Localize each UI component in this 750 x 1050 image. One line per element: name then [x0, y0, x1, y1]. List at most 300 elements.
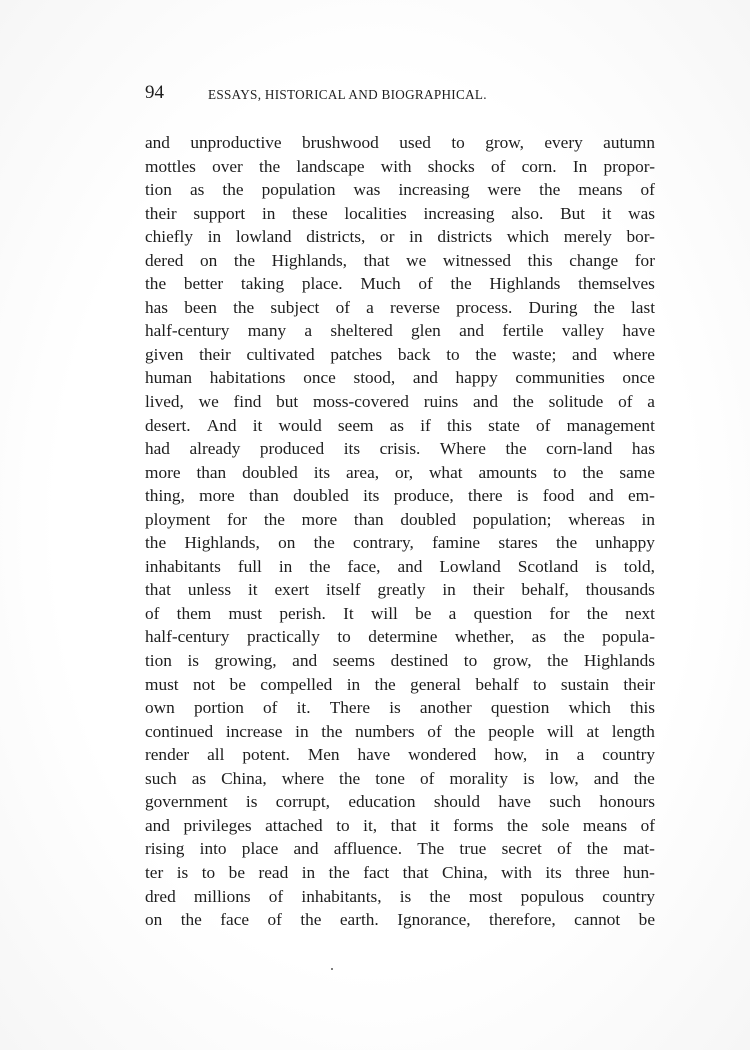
word: that: [145, 580, 171, 600]
word: all: [207, 745, 225, 765]
word: half-century: [145, 627, 230, 647]
word: find: [233, 392, 262, 412]
word: greatly: [377, 580, 426, 600]
word: corrupt,: [275, 792, 330, 812]
word: these: [292, 203, 328, 223]
word: where: [281, 768, 325, 788]
word: millions: [193, 886, 251, 906]
word: in: [301, 862, 316, 882]
word: propor-: [603, 156, 655, 176]
word: the: [259, 156, 281, 176]
word: Highlands: [583, 651, 655, 671]
word: would: [278, 415, 322, 435]
word: we: [406, 250, 427, 270]
word: country: [602, 745, 655, 765]
word: is: [187, 651, 200, 671]
word: but: [276, 392, 299, 412]
word: for: [549, 603, 570, 623]
text-line: [145, 743, 655, 767]
text-line: [145, 720, 655, 744]
word: most: [468, 886, 503, 906]
word: more: [301, 509, 338, 529]
word: and: [293, 839, 319, 859]
word: for: [226, 509, 248, 529]
word: the: [586, 839, 608, 859]
word: increasing: [423, 203, 495, 223]
word: secret: [501, 839, 542, 859]
word: sole: [541, 815, 570, 835]
word: exert: [274, 580, 310, 600]
text-line: [145, 767, 655, 791]
word: already: [189, 439, 241, 459]
word: on: [145, 910, 163, 930]
word: be: [415, 603, 432, 623]
word: perish.: [279, 603, 326, 623]
word: lived,: [145, 392, 184, 412]
word: desert.: [145, 415, 191, 435]
word: is: [176, 862, 189, 882]
word: over: [212, 156, 243, 176]
text-line: [145, 225, 655, 249]
word: its: [545, 862, 562, 882]
word: destined: [390, 651, 449, 671]
word: many: [247, 321, 287, 341]
word: to: [533, 674, 547, 694]
word: Scotland: [517, 556, 579, 576]
word: of: [335, 297, 350, 317]
word: in: [278, 556, 293, 576]
word: had: [145, 439, 170, 459]
word: education: [348, 792, 416, 812]
word: means: [582, 815, 628, 835]
word: sheltered: [330, 321, 393, 341]
word: face,: [347, 556, 381, 576]
word: in: [442, 580, 456, 600]
word: themselves: [578, 274, 655, 294]
word: communities: [515, 368, 605, 388]
word: for: [634, 250, 655, 270]
word: the: [339, 768, 361, 788]
text-line: [145, 461, 655, 485]
word: crisis.: [379, 439, 421, 459]
word: numbers: [355, 721, 415, 741]
word: Highlands,: [271, 250, 347, 270]
word: in: [641, 509, 655, 529]
word: in: [295, 721, 309, 741]
word: the: [313, 533, 335, 553]
word: were: [487, 180, 522, 200]
word: the: [582, 462, 604, 482]
word: the: [429, 886, 451, 906]
word: full: [237, 556, 262, 576]
word: doubled: [293, 486, 349, 506]
word: Highlands,: [184, 533, 260, 553]
word: and: [145, 815, 170, 835]
word: potent.: [242, 745, 290, 765]
word: state: [488, 415, 520, 435]
word: populous: [520, 886, 584, 906]
word: taking: [240, 274, 285, 294]
word: hun-: [623, 862, 655, 882]
word: and: [459, 321, 485, 341]
print-speck: [331, 968, 333, 970]
word: brushwood: [301, 133, 379, 152]
text-line: [145, 484, 655, 508]
word: in: [346, 674, 361, 694]
word: it.: [296, 698, 311, 718]
word: districts,: [306, 227, 366, 247]
text-line: [145, 908, 655, 932]
word: of: [618, 392, 633, 412]
word: habitations: [209, 368, 286, 388]
word: cultivated: [246, 344, 315, 364]
word: the: [145, 274, 167, 294]
word: them: [176, 603, 212, 623]
word: once: [622, 368, 655, 388]
word: is: [399, 886, 412, 906]
word: than: [353, 509, 384, 529]
word: more: [145, 462, 181, 482]
word: earth.: [339, 910, 379, 930]
word: have: [622, 321, 655, 341]
word: this: [527, 250, 553, 270]
word: patches: [330, 344, 383, 364]
word: have: [498, 792, 531, 812]
word: into: [199, 839, 227, 859]
word: moss-covered: [312, 392, 409, 412]
word: bor-: [626, 227, 655, 247]
word: what: [428, 462, 463, 482]
word: its: [363, 486, 380, 506]
word: unhappy: [595, 533, 655, 553]
word: people: [488, 721, 535, 741]
word: once: [303, 368, 336, 388]
word: portion: [193, 698, 244, 718]
word: must: [228, 603, 263, 623]
word: famine: [432, 533, 481, 553]
text-line: [145, 814, 655, 838]
text-line: [145, 202, 655, 226]
word: as: [389, 415, 405, 435]
text-line: [145, 673, 655, 697]
word: the: [328, 862, 350, 882]
word: a: [366, 297, 374, 317]
word: wondered: [408, 745, 477, 765]
word: Men: [307, 745, 340, 765]
word: amounts: [478, 462, 538, 482]
word: tion: [145, 180, 172, 200]
word: its: [313, 462, 331, 482]
word: half-century: [145, 321, 230, 341]
word: to: [336, 815, 350, 835]
word: to: [451, 133, 465, 152]
word: the: [539, 180, 561, 200]
word: to: [552, 462, 567, 482]
word: has: [631, 439, 655, 459]
word: ruins: [423, 392, 459, 412]
word: as: [531, 627, 547, 647]
word: was: [353, 180, 381, 200]
word: doubled: [400, 509, 457, 529]
word: of: [427, 721, 442, 741]
word: the: [512, 392, 534, 412]
word: it: [601, 203, 612, 223]
word: increasing: [398, 180, 470, 200]
word: or: [380, 227, 395, 247]
word: with: [380, 156, 412, 176]
word: the: [233, 297, 255, 317]
word: practically: [246, 627, 320, 647]
word: the: [506, 815, 529, 835]
word: their: [199, 344, 231, 364]
word: as: [189, 180, 205, 200]
word: food: [542, 486, 575, 506]
word: is: [595, 556, 607, 576]
word: China,: [221, 768, 267, 788]
text-line: [145, 366, 655, 390]
word: area,: [345, 462, 380, 482]
word: the: [300, 910, 322, 930]
running-head: ESSAYS, HISTORICAL AND BIOGRAPHICAL.: [208, 87, 487, 102]
text-line: [145, 249, 655, 273]
word: determine: [368, 627, 438, 647]
word: doubled: [242, 462, 298, 482]
word: But: [560, 203, 586, 223]
text-line: [145, 272, 655, 296]
page-header: [145, 82, 655, 108]
word: stood,: [353, 368, 396, 388]
word: rising: [145, 839, 185, 859]
word: the: [633, 768, 655, 788]
word: we: [198, 392, 219, 412]
word: not: [193, 674, 216, 694]
body-text: [145, 131, 655, 932]
text-line: [145, 131, 655, 155]
word: will: [370, 603, 398, 623]
word: to: [446, 344, 460, 364]
word: have: [357, 745, 391, 765]
word: it,: [363, 815, 378, 835]
word: corn-land: [546, 439, 613, 459]
text-line: [145, 578, 655, 602]
word: that: [402, 862, 429, 882]
word: a: [448, 603, 457, 623]
word: compelled: [260, 674, 333, 694]
word: of: [420, 768, 435, 788]
word: their: [623, 674, 655, 694]
word: back: [397, 344, 431, 364]
word: more: [199, 486, 235, 506]
word: process.: [456, 297, 513, 317]
word: the: [263, 509, 285, 529]
word: render: [145, 745, 190, 765]
word: is: [516, 486, 529, 506]
word: whereas: [568, 509, 625, 529]
word: itself: [325, 580, 361, 600]
word: on: [278, 533, 296, 553]
word: length: [611, 721, 655, 741]
word: dred: [145, 886, 176, 906]
text-line: [145, 178, 655, 202]
word: there: [468, 486, 503, 506]
word: a: [576, 745, 585, 765]
word: in: [409, 227, 423, 247]
word: it: [247, 580, 258, 600]
word: and: [412, 368, 438, 388]
word: dered: [145, 250, 184, 270]
word: ter: [145, 862, 164, 882]
word: thing,: [145, 486, 185, 506]
word: of: [418, 274, 433, 294]
word: And: [206, 415, 237, 435]
text-line: [145, 885, 655, 909]
word: been: [184, 297, 217, 317]
word: must: [145, 674, 179, 694]
word: their: [472, 580, 505, 600]
word: the: [593, 297, 615, 317]
word: in: [261, 203, 276, 223]
word: happy: [455, 368, 498, 388]
word: used: [399, 133, 431, 152]
word: their: [145, 203, 177, 223]
word: support: [193, 203, 246, 223]
word: the: [321, 721, 343, 741]
word: population;: [472, 509, 552, 529]
word: last: [631, 297, 655, 317]
word: valley: [561, 321, 605, 341]
word: solitude: [548, 392, 604, 412]
word: better: [183, 274, 224, 294]
word: a: [304, 321, 313, 341]
word: if: [420, 415, 431, 435]
word: reverse: [390, 297, 440, 317]
text-line: [145, 837, 655, 861]
word: is: [389, 698, 401, 718]
word: low,: [549, 768, 579, 788]
word: landscape: [296, 156, 365, 176]
page-number: 94: [145, 82, 164, 103]
word: the: [563, 627, 585, 647]
word: is: [523, 768, 535, 788]
word: unproductive: [190, 133, 282, 152]
text-line: [145, 649, 655, 673]
word: There: [329, 698, 371, 718]
word: of: [490, 156, 506, 176]
word: the: [547, 651, 569, 671]
word: and: [572, 344, 597, 364]
text-line: [145, 602, 655, 626]
word: read: [258, 862, 289, 882]
word: affluence.: [333, 839, 403, 859]
word: contrary,: [353, 533, 414, 553]
word: in: [207, 227, 222, 247]
word: which: [506, 227, 550, 247]
text-line: [145, 343, 655, 367]
word: three: [575, 862, 610, 882]
word: told,: [623, 556, 655, 576]
text-line: [145, 319, 655, 343]
word: with: [501, 862, 532, 882]
word: another: [419, 698, 472, 718]
word: tone: [375, 768, 405, 788]
word: produced: [259, 439, 325, 459]
text-line: [145, 296, 655, 320]
word: popula-: [602, 627, 655, 647]
word: and: [473, 392, 498, 412]
word: or,: [395, 462, 414, 482]
text-line: [145, 155, 655, 179]
word: fact: [363, 862, 390, 882]
word: the: [556, 533, 578, 553]
word: seem: [337, 415, 374, 435]
word: was: [628, 203, 655, 223]
word: thousands: [585, 580, 655, 600]
word: the: [505, 439, 527, 459]
word: than: [196, 462, 227, 482]
word: therefore,: [489, 910, 556, 930]
word: witnessed: [442, 250, 512, 270]
word: and: [292, 651, 318, 671]
word: the: [586, 603, 608, 623]
word: to: [463, 651, 478, 671]
word: mottles: [145, 156, 196, 176]
word: the: [475, 344, 497, 364]
word: growing,: [214, 651, 277, 671]
word: which: [568, 698, 611, 718]
word: same: [619, 462, 655, 482]
word: and: [397, 556, 423, 576]
word: stares: [498, 533, 538, 553]
word: privileges: [183, 815, 252, 835]
word: question: [490, 698, 550, 718]
word: increase: [225, 721, 283, 741]
text-line: [145, 555, 655, 579]
word: chiefly: [145, 227, 193, 247]
word: country: [602, 886, 655, 906]
word: tion: [145, 651, 172, 671]
word: of: [263, 698, 278, 718]
text-line: [145, 696, 655, 720]
word: autumn: [603, 133, 655, 152]
word: the: [309, 556, 331, 576]
word: the: [450, 274, 472, 294]
text-line: [145, 390, 655, 414]
word: inhabitants,: [301, 886, 382, 906]
word: change: [569, 250, 619, 270]
word: has: [145, 297, 169, 317]
word: forms: [453, 815, 494, 835]
word: the: [222, 180, 244, 200]
word: grow,: [485, 133, 524, 152]
word: next: [625, 603, 655, 623]
word: true: [459, 839, 487, 859]
word: the: [374, 674, 396, 694]
word: this: [446, 415, 472, 435]
word: In: [572, 156, 588, 176]
word: where: [612, 344, 655, 364]
word: Where: [439, 439, 486, 459]
word: every: [544, 133, 583, 152]
word: attached: [265, 815, 323, 835]
word: how,: [494, 745, 528, 765]
word: behalf: [475, 674, 519, 694]
word: to: [337, 627, 351, 647]
word: waste;: [512, 344, 557, 364]
word: means: [578, 180, 623, 200]
word: inhabitants: [145, 556, 221, 576]
word: place.: [301, 274, 343, 294]
text-line: [145, 861, 655, 885]
